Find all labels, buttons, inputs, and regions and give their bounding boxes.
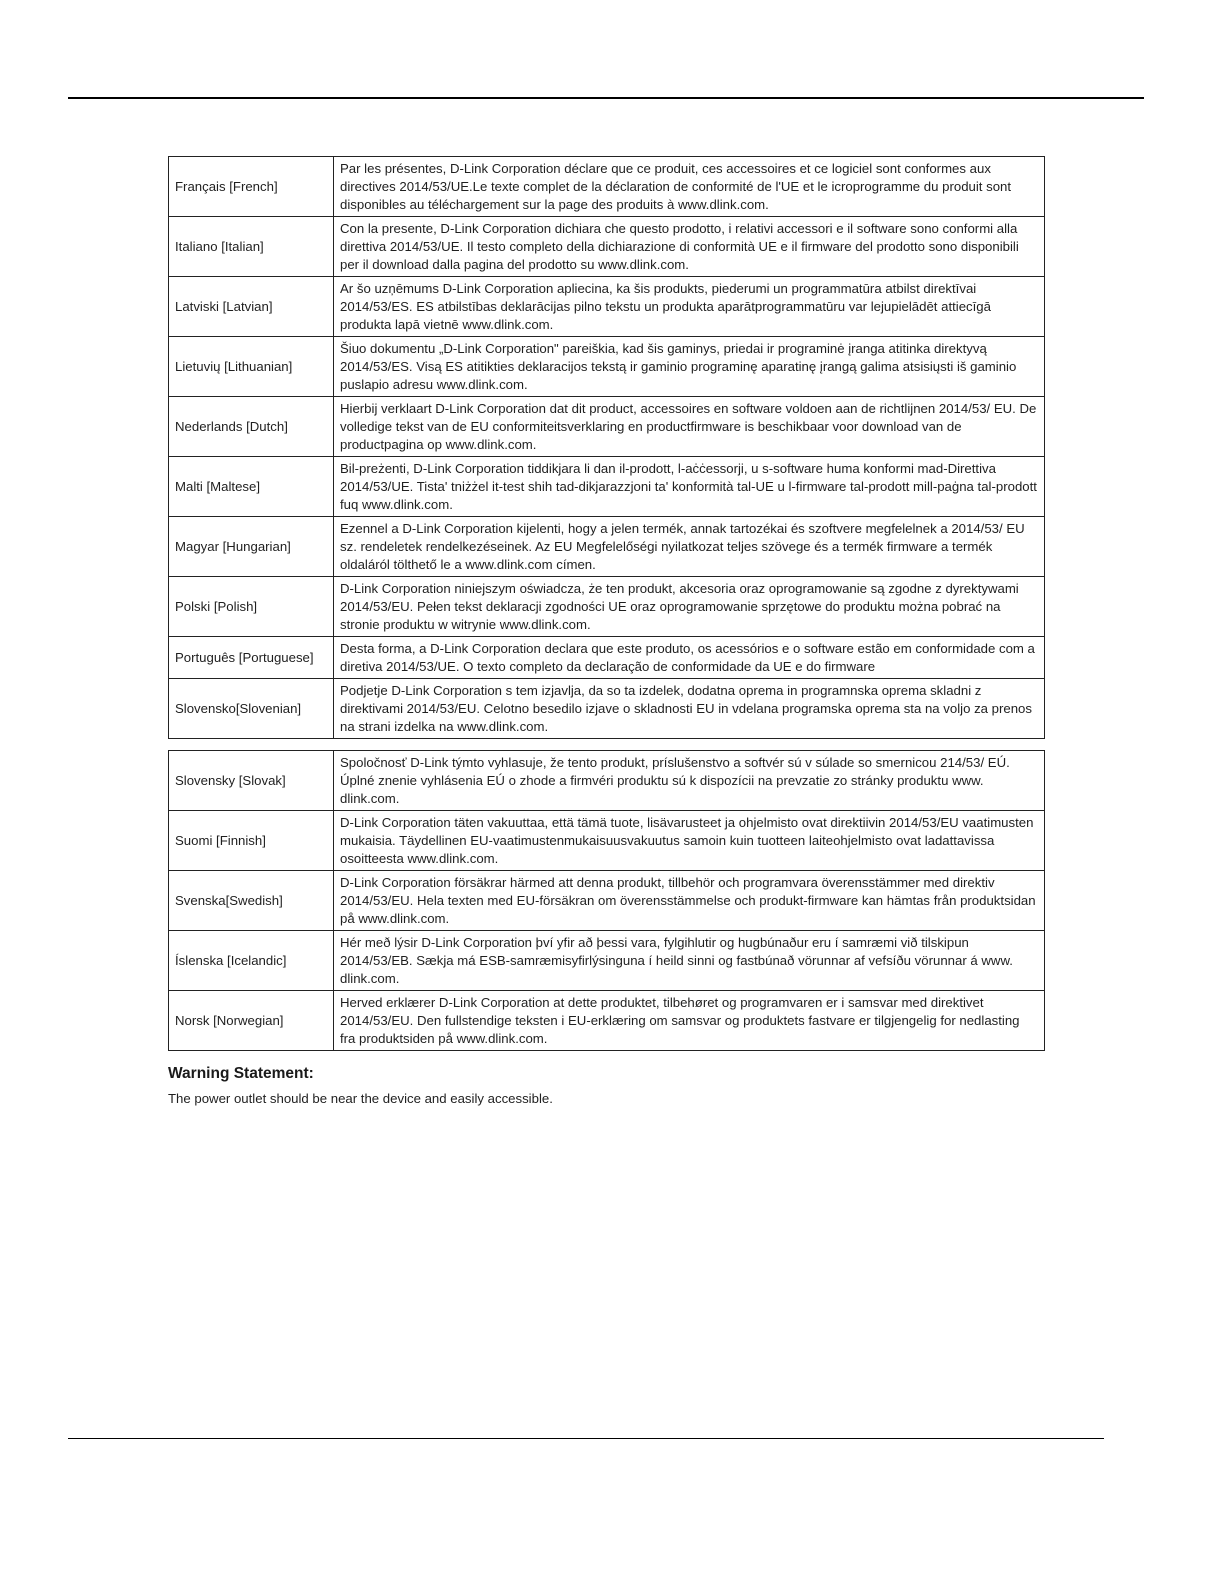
declaration-cell: Šiuo dokumentu „D-Link Corporation" pareiškia, kad šis gaminys, priedai ir programinė įranga atitinka direktyvą 2014/53/ES. Visą ES atitikties deklaracijos tekstą ir gaminio programinę aparatinę įrangą galima atsisiųsti iš gaminio puslapio adresu www.dlink.com.	[334, 337, 1045, 397]
language-cell: Slovensko[Slovenian]	[169, 679, 334, 739]
table-row	[169, 871, 1045, 931]
warning-text: The power outlet should be near the device and easily accessible.	[168, 1091, 553, 1106]
declaration-cell: Con la presente, D-Link Corporation dichiara che questo prodotto, i relativi accessori e il software sono conformi alla direttiva 2014/53/UE. Il testo completo della dichiarazione di conformità UE e il firmware del prodotto sono disponibili per il download dalla pagina del prodotto su www.dlink.com.	[334, 217, 1045, 277]
language-cell: Íslenska [Icelandic]	[169, 931, 334, 991]
declaration-cell: Herved erklærer D-Link Corporation at dette produktet, tilbehøret og programvaren er i samsvar med direktivet 2014/53/EU. Den fullstendige teksten i EU-erklæring om samsvar og produktets fastvare er tilgjengelig for nedlasting fra produktsiden på www.dlink.com.	[334, 991, 1045, 1051]
table-row	[169, 157, 1045, 217]
table-row	[169, 517, 1045, 577]
table-row	[169, 397, 1045, 457]
table-row	[169, 679, 1045, 739]
declaration-cell: Ar šo uzņēmums D-Link Corporation apliecina, ka šis produkts, piederumi un programmatūra atbilst direktīvai 2014/53/ES. ES atbilstības deklarācijas pilno tekstu un produkta aparātprogrammatūru var lejupielādēt attiecīgā produkta lapā vietnē www.dlink.com.	[334, 277, 1045, 337]
language-cell: Latviski [Latvian]	[169, 277, 334, 337]
language-cell: Nederlands [Dutch]	[169, 397, 334, 457]
declaration-table-2	[168, 750, 1045, 1051]
header-rule	[68, 97, 1144, 99]
declaration-cell: Podjetje D-Link Corporation s tem izjavlja, da so ta izdelek, dodatna oprema in programnska oprema skladni z direktivami 2014/53/EU. Celotno besedilo izjave o skladnosti EU in vdelana programska oprema sta na voljo za prenos na strani izdelka na www.dlink.com.	[334, 679, 1045, 739]
table-row	[169, 217, 1045, 277]
footer-rule	[68, 1438, 1104, 1439]
table-row	[169, 637, 1045, 679]
language-cell: Français [French]	[169, 157, 334, 217]
declaration-cell: Bil-preżenti, D-Link Corporation tiddikjara li dan il-prodott, l-aċċessorji, u s-software huma konformi mad-Direttiva 2014/53/UE. Tista' tniżżel it-test shih tad-dikjarazzjoni ta' konformità tal-UE u l-firmware tal-prodott mill-paġna tal-prodott fuq www.dlink.com.	[334, 457, 1045, 517]
declaration-cell: Hierbij verklaart D-Link Corporation dat dit product, accessoires en software voldoen aan de richtlijnen 2014/53/ EU. De volledige tekst van de EU conformiteitsverklaring en productfirmware is beschikbaar voor download van de productpagina op www.dlink.com.	[334, 397, 1045, 457]
declaration-cell: D-Link Corporation täten vakuuttaa, että tämä tuote, lisävarusteet ja ohjelmisto ovat direktiivin 2014/53/EU vaatimusten mukaisia. Täydellinen EU-vaatimustenmukaisuusvakuutus samoin kuin tuotteen laiteohjelmisto ovat ladattavissa osoitteesta www.dlink.com.	[334, 811, 1045, 871]
language-cell: Norsk [Norwegian]	[169, 991, 334, 1051]
language-cell: Slovensky [Slovak]	[169, 751, 334, 811]
declaration-cell: Hér með lýsir D-Link Corporation því yfir að þessi vara, fylgihlutir og hugbúnaður eru í samræmi við tilskipun 2014/53/EB. Sækja má ESB-samræmisyfirlýsinguna í heild sinni og fastbúnað vörunnar af vefsíðu vörunnar á www. dlink.com.	[334, 931, 1045, 991]
language-cell: Suomi [Finnish]	[169, 811, 334, 871]
warning-heading: Warning Statement:	[168, 1065, 314, 1082]
table-row	[169, 577, 1045, 637]
language-cell: Português [Portuguese]	[169, 637, 334, 679]
table-row	[169, 751, 1045, 811]
language-cell: Malti [Maltese]	[169, 457, 334, 517]
declaration-cell: Desta forma, a D-Link Corporation declara que este produto, os acessórios e o software estão em conformidade com a diretiva 2014/53/UE. O texto completo da declaração de conformidade da UE e do firmware	[334, 637, 1045, 679]
language-cell: Lietuvių [Lithuanian]	[169, 337, 334, 397]
table-row	[169, 337, 1045, 397]
declaration-cell: Spoločnosť D-Link týmto vyhlasuje, že tento produkt, príslušenstvo a softvér sú v súlade so smernicou 214/53/ EÚ. Úplné znenie vyhlásenia EÚ o zhode a firmvéri produktu sú k dispozícii na prevzatie zo stránky produktu www. dlink.com.	[334, 751, 1045, 811]
declaration-cell: D-Link Corporation niniejszym oświadcza, że ten produkt, akcesoria oraz oprogramowanie są zgodne z dyrektywami 2014/53/EU. Pełen tekst deklaracji zgodności UE oraz oprogramowanie sprzętowe do produktu można pobrać na stronie produktu w witrynie www.dlink.com.	[334, 577, 1045, 637]
table-row	[169, 277, 1045, 337]
table-row	[169, 457, 1045, 517]
language-cell: Svenska[Swedish]	[169, 871, 334, 931]
declaration-table-1	[168, 156, 1045, 739]
language-cell: Polski [Polish]	[169, 577, 334, 637]
table-row	[169, 991, 1045, 1051]
language-cell: Italiano [Italian]	[169, 217, 334, 277]
table-row	[169, 811, 1045, 871]
declaration-cell: D-Link Corporation försäkrar härmed att denna produkt, tillbehör och programvara överensstämmer med direktiv 2014/53/EU. Hela texten med EU-försäkran om överensstämmelse och produkt-firmware kan hämtas från produktsidan på www.dlink.com.	[334, 871, 1045, 931]
table-row	[169, 931, 1045, 991]
language-cell: Magyar [Hungarian]	[169, 517, 334, 577]
declaration-cell: Ezennel a D-Link Corporation kijelenti, hogy a jelen termék, annak tartozékai és szoftvere megfelelnek a 2014/53/ EU sz. rendeletek rendelkezéseinek. Az EU Megfelelőségi nyilatkozat teljes szövege és a termék firmware a termék oldaláról tölthető le a www.dlink.com címen.	[334, 517, 1045, 577]
declaration-cell: Par les présentes, D-Link Corporation déclare que ce produit, ces accessoires et ce logiciel sont conformes aux directives 2014/53/UE.Le texte complet de la déclaration de conformité de l'UE et le icroprogramme du produit sont disponibles au téléchargement sur la page des produits à www.dlink.com.	[334, 157, 1045, 217]
